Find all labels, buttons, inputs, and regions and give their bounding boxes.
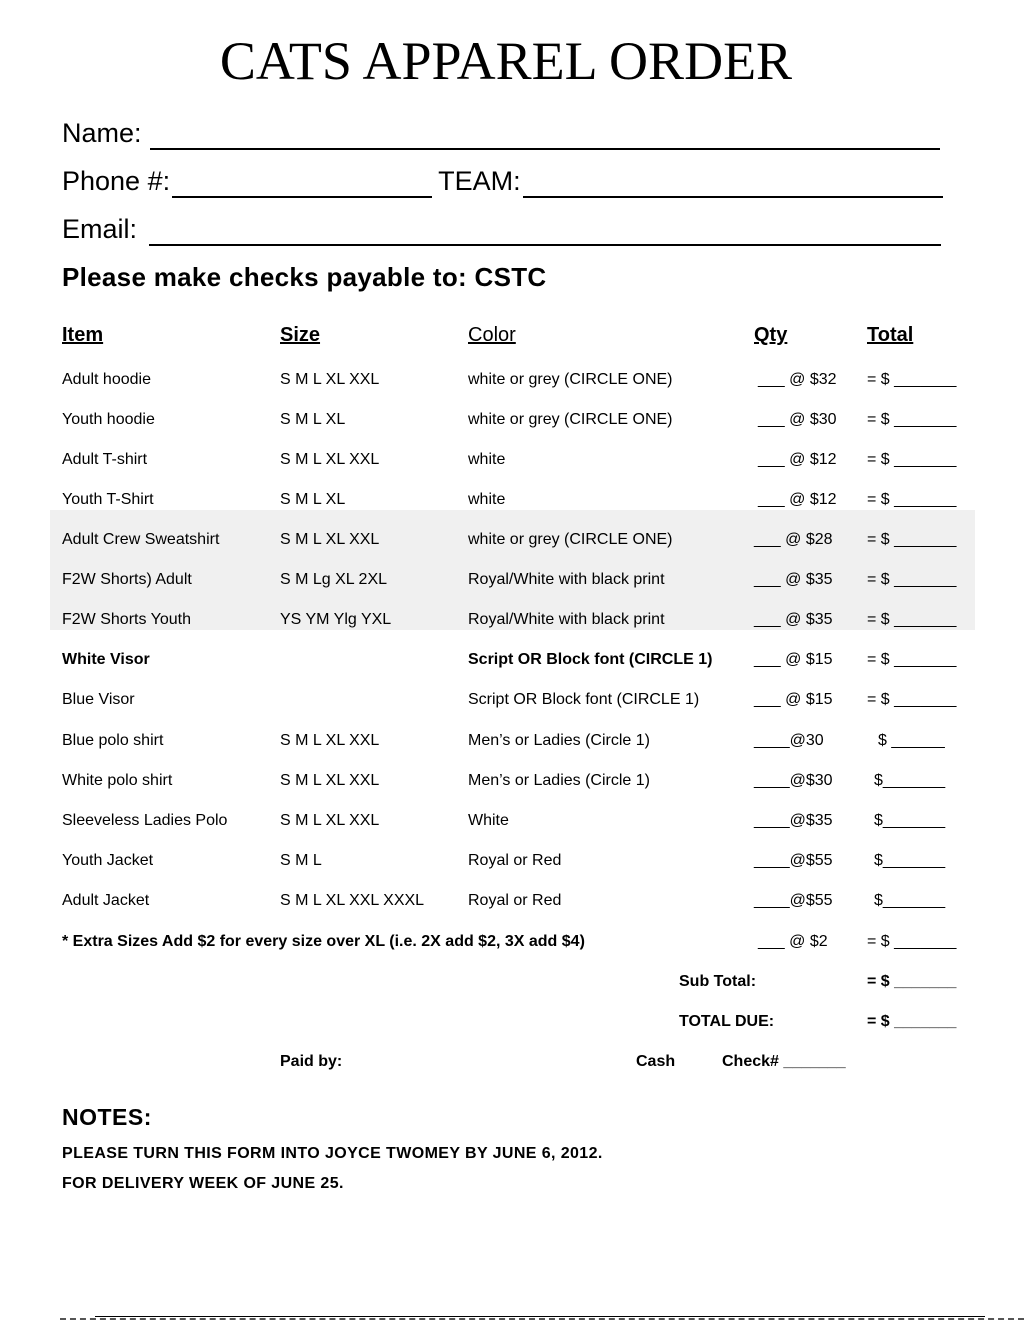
color-cell: Script OR Block font (CIRCLE 1)	[468, 691, 700, 708]
table-row	[0, 608, 1024, 632]
item-cell: Blue Visor	[62, 691, 135, 708]
email-label: Email:	[62, 214, 138, 244]
item-cell: Youth Jacket	[62, 852, 154, 869]
total-due-value[interactable]: = $ _______	[867, 1013, 957, 1030]
table-row	[0, 408, 1024, 432]
total-cell[interactable]: = $ _______	[867, 411, 957, 428]
name-field	[62, 116, 940, 150]
size-cell: S M L XL XXL XXXL	[280, 892, 425, 909]
extra-sizes-note: * Extra Sizes Add $2 for every size over XL (i.e. 2X add $2, 3X add $4)	[62, 933, 585, 950]
item-cell: White Visor	[62, 651, 150, 668]
total-cell[interactable]: $_______	[874, 772, 946, 789]
table-row	[0, 368, 1024, 392]
qty-cell[interactable]: ___ @ $28	[754, 531, 833, 548]
table-row	[0, 528, 1024, 552]
table-row	[0, 729, 1024, 753]
total-due-label: TOTAL DUE:	[679, 1013, 775, 1030]
item-cell: Adult hoodie	[62, 371, 151, 388]
total-cell[interactable]: = $ _______	[867, 691, 957, 708]
qty-cell[interactable]: ____@$55	[754, 892, 833, 909]
table-row	[0, 889, 1024, 913]
total-cell[interactable]: $ ______	[878, 732, 945, 749]
qty-cell[interactable]: ___ @ $35	[754, 571, 833, 588]
color-cell: Men’s or Ladies (Circle 1)	[468, 732, 650, 749]
paid-by-label: Paid by:	[280, 1053, 343, 1070]
qty-cell[interactable]: ___ @ $2	[758, 933, 828, 950]
name-label: Name:	[62, 118, 142, 148]
note-line: FOR DELIVERY WEEK OF JUNE 25.	[62, 1175, 344, 1192]
table-row	[0, 809, 1024, 833]
subtotal-row	[0, 970, 1024, 994]
table-row	[0, 448, 1024, 472]
table-row	[0, 688, 1024, 712]
item-cell: Youth T-Shirt	[62, 491, 154, 508]
size-cell: S M L XL	[280, 491, 346, 508]
qty-cell[interactable]: ___ @ $12	[758, 491, 837, 508]
item-cell: Adult Crew Sweatshirt	[62, 531, 220, 548]
total-cell[interactable]: $_______	[874, 892, 946, 909]
subtotal-label: Sub Total:	[679, 973, 757, 990]
color-cell: Script OR Block font (CIRCLE 1)	[468, 651, 713, 668]
table-row	[0, 769, 1024, 793]
color-cell: white or grey (CIRCLE ONE)	[468, 371, 673, 388]
color-cell: White	[468, 812, 509, 829]
item-cell: Adult T-shirt	[62, 451, 148, 468]
item-cell: Adult Jacket	[62, 892, 150, 909]
phone-label: Phone #:	[62, 166, 171, 196]
color-cell: Royal or Red	[468, 852, 562, 869]
item-cell: F2W Shorts) Adult	[62, 571, 192, 588]
notes-heading: NOTES:	[62, 1104, 152, 1130]
color-cell: white or grey (CIRCLE ONE)	[468, 531, 673, 548]
cut-line	[60, 1318, 1024, 1320]
table-row	[0, 849, 1024, 873]
total-cell[interactable]: = $ _______	[867, 571, 957, 588]
qty-cell[interactable]: ___ @ $15	[754, 691, 833, 708]
email-field	[62, 212, 941, 246]
total-cell[interactable]: = $ _______	[867, 933, 957, 950]
qty-cell[interactable]: ____@30	[754, 732, 824, 749]
extra-sizes-row	[0, 930, 1024, 954]
qty-cell[interactable]: ___ @ $15	[754, 651, 833, 668]
color-cell: white	[468, 491, 506, 508]
color-cell: white or grey (CIRCLE ONE)	[468, 411, 673, 428]
team-input-line[interactable]	[523, 170, 943, 198]
color-cell: Men’s or Ladies (Circle 1)	[468, 772, 650, 789]
size-cell: S M L XL XXL	[280, 451, 380, 468]
total-cell[interactable]: = $ _______	[867, 651, 957, 668]
item-cell: Sleeveless Ladies Polo	[62, 812, 228, 829]
note-line: PLEASE TURN THIS FORM INTO JOYCE TWOMEY BY JUNE 6, 2012.	[62, 1145, 603, 1162]
size-cell: S M L XL XXL	[280, 772, 380, 789]
total-cell[interactable]: = $ _______	[867, 371, 957, 388]
total-due-row	[0, 1010, 1024, 1034]
column-header-item: Item	[62, 324, 104, 346]
total-cell[interactable]: $_______	[874, 852, 946, 869]
name-input-line[interactable]	[150, 122, 940, 150]
total-cell[interactable]: = $ _______	[867, 611, 957, 628]
size-cell: S M L XL	[280, 411, 346, 428]
column-header-qty: Qty	[754, 324, 788, 346]
qty-cell[interactable]: ___ @ $30	[758, 411, 837, 428]
total-cell[interactable]: = $ _______	[867, 531, 957, 548]
item-cell: F2W Shorts Youth	[62, 611, 191, 628]
phone-input-line[interactable]	[172, 170, 432, 198]
total-cell[interactable]: $_______	[874, 812, 946, 829]
qty-cell[interactable]: ____@$55	[754, 852, 833, 869]
size-cell: S M L XL XXL	[280, 531, 380, 548]
team-label: TEAM:	[438, 166, 521, 196]
paid-by-row	[0, 1050, 1024, 1074]
color-cell: Royal/White with black print	[468, 571, 665, 588]
table-row	[0, 648, 1024, 672]
qty-cell[interactable]: ___ @ $12	[758, 451, 837, 468]
size-cell: S M L XL XXL	[280, 812, 380, 829]
divider	[95, 1316, 985, 1317]
page-title: CATS APPAREL ORDER	[219, 31, 793, 91]
total-cell[interactable]: = $ _______	[867, 491, 957, 508]
color-cell: Royal or Red	[468, 892, 562, 909]
size-cell: S M L	[280, 852, 322, 869]
item-cell: White polo shirt	[62, 772, 173, 789]
size-cell: S M L XL XXL	[280, 732, 380, 749]
phone-team-field	[62, 164, 943, 198]
table-row	[0, 488, 1024, 512]
email-input-line[interactable]	[149, 218, 941, 246]
table-row	[0, 568, 1024, 592]
column-header-total: Total	[867, 324, 914, 346]
checks-payable-note: Please make checks payable to: CSTC	[62, 262, 547, 292]
size-cell: S M Lg XL 2XL	[280, 571, 388, 588]
color-cell: white	[468, 451, 506, 468]
column-header-color: Color	[468, 324, 516, 346]
item-cell: Blue polo shirt	[62, 732, 164, 749]
check-number-field[interactable]: Check# _______	[722, 1053, 846, 1070]
cash-option[interactable]: Cash	[636, 1053, 676, 1070]
size-cell: S M L XL XXL	[280, 371, 380, 388]
qty-cell[interactable]: ____@$30	[754, 772, 833, 789]
qty-cell[interactable]: ___ @ $35	[754, 611, 833, 628]
total-cell[interactable]: = $ _______	[867, 451, 957, 468]
column-header-size: Size	[280, 324, 321, 346]
qty-cell[interactable]: ___ @ $32	[758, 371, 837, 388]
subtotal-value[interactable]: = $ _______	[867, 973, 957, 990]
item-cell: Youth hoodie	[62, 411, 155, 428]
color-cell: Royal/White with black print	[468, 611, 665, 628]
size-cell: YS YM Ylg YXL	[280, 611, 392, 628]
qty-cell[interactable]: ____@$35	[754, 812, 833, 829]
